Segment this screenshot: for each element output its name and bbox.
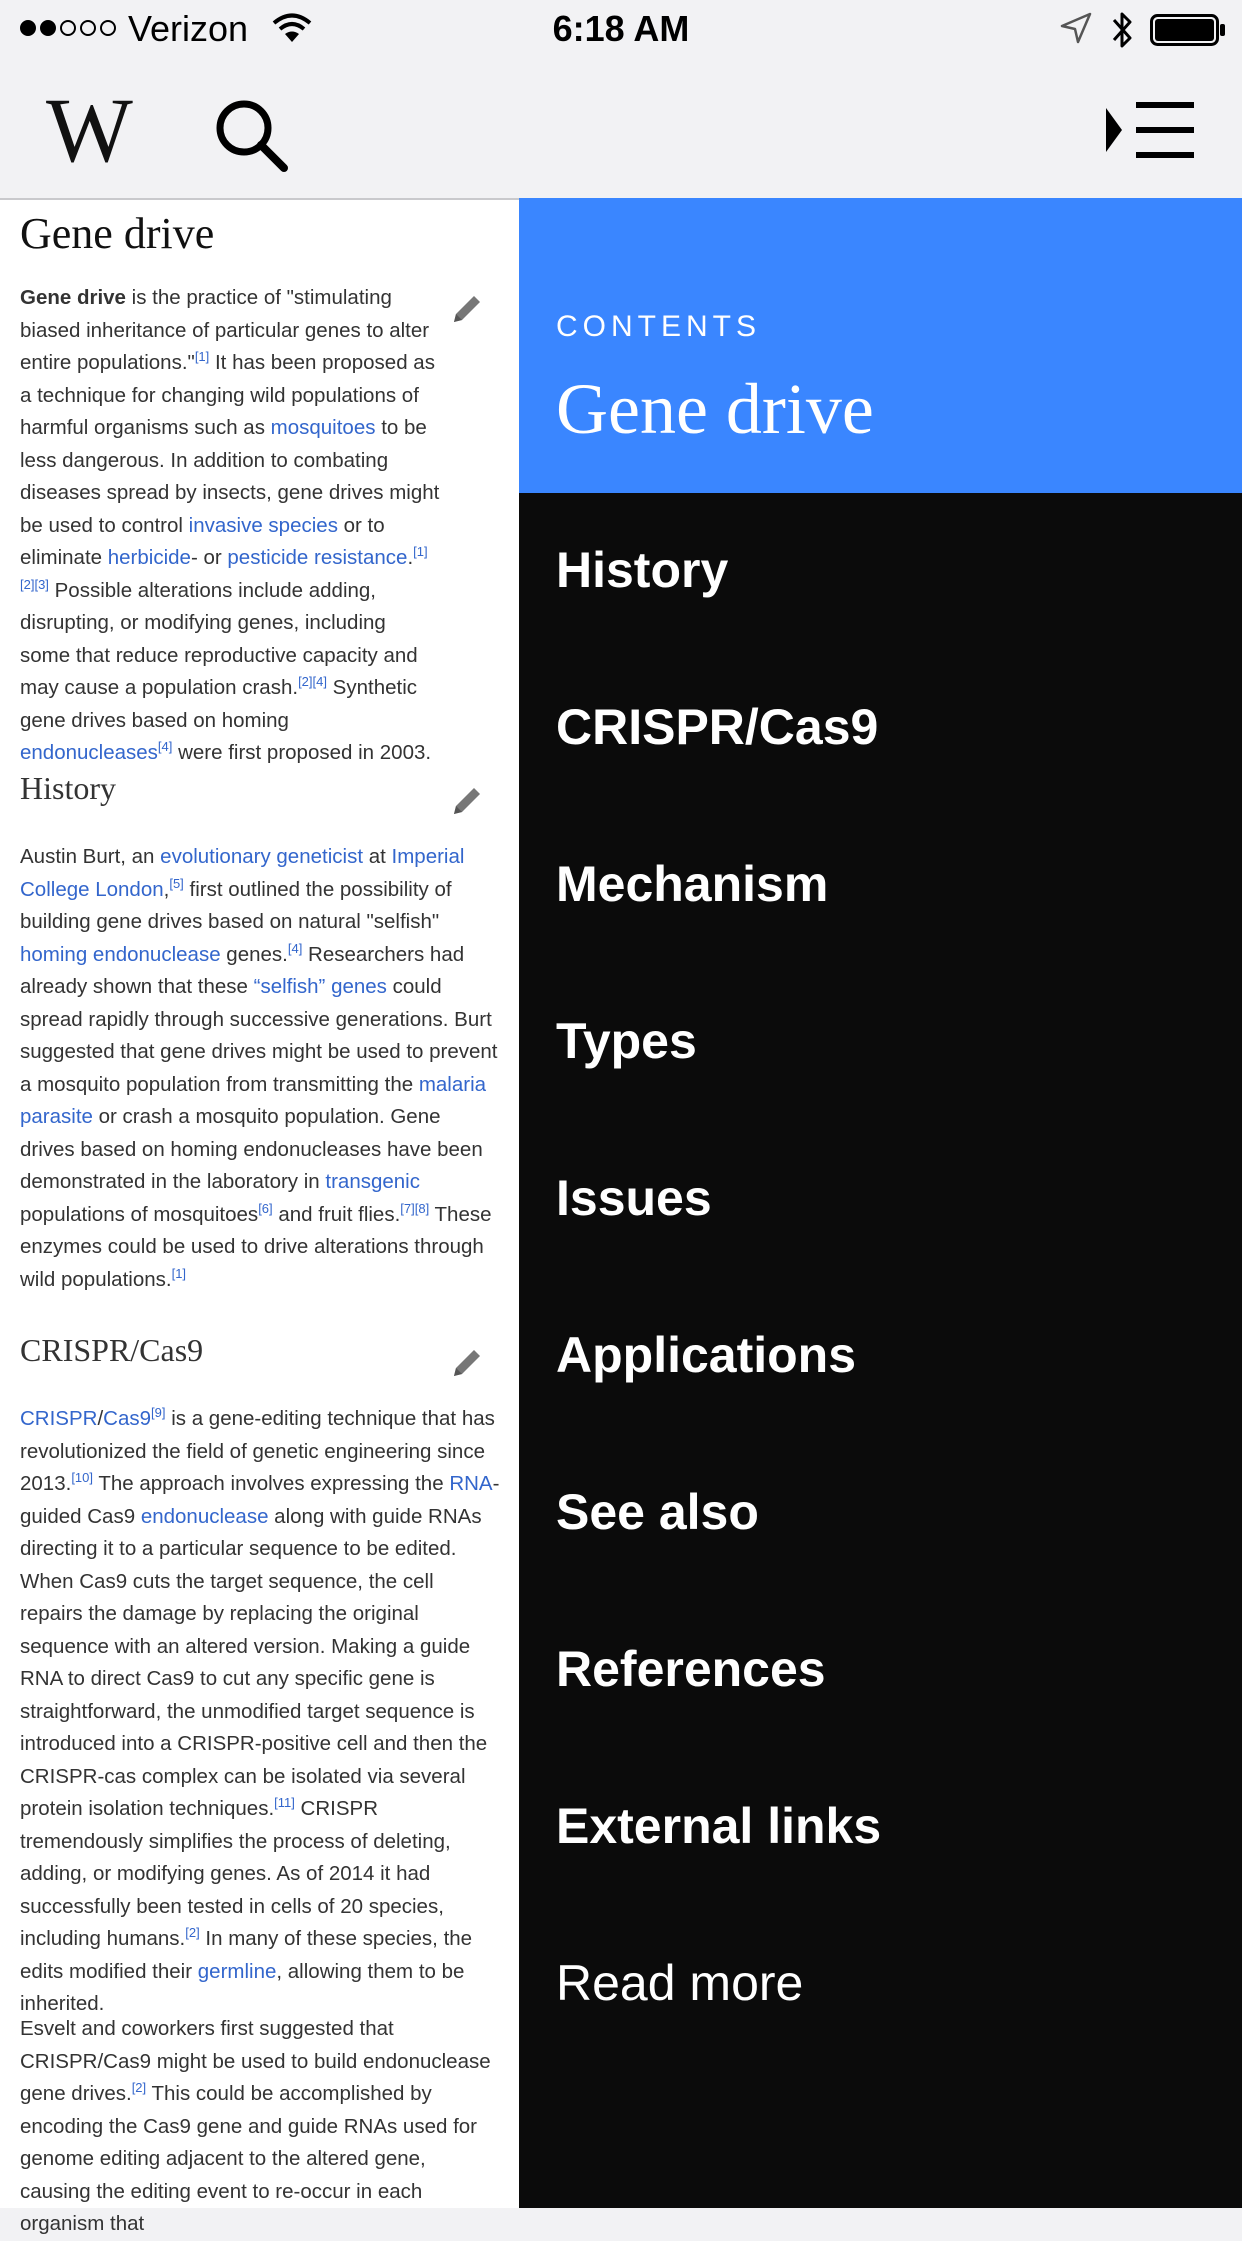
reference-link[interactable]: [1] [171,1265,187,1281]
link-pesticide-resistance[interactable]: pesticide resistance [227,546,408,569]
edit-pencil-icon[interactable] [450,784,484,818]
crispr-paragraph: CRISPR/Cas9[9] is a gene-editing technique that has revolutionized the field of genetic engineering since 2013.[10] The approach involves expressing the RNA-guided Cas9 endonuclease along with guide RNAs directing it to a particular sequence to be edited. When Cas9 cuts the target sequence, the cell repairs the damage by replacing the original sequence with an altered version. Making a guide RNA to direct Cas9 to cut any specific gene is straightforward, the unmodified target sequence is introduced into a CRISPR-positive cell and then the CRISPR-cas complex can be isolated via several protein isolation techniques.[11] CRISPR tremendously simplifies the process of deleting, adding, or modifying genes. As of 2014 it had successfully been tested in cells of 20 species, including humans.[2] In many of these species, the edits modified their germline, allowing them to be inherited. [20,1405,500,2015]
article-title: Gene drive [20,209,215,258]
reference-link[interactable]: [6] [258,1200,273,1216]
reference-link[interactable]: [5] [169,875,184,891]
toc-item-external-links[interactable]: External links [556,1798,882,1854]
link-mosquitoes[interactable]: mosquitoes [270,416,376,439]
reference-link[interactable]: [2] [185,1925,200,1941]
reference-link[interactable]: [2][4] [298,674,327,690]
reference-link[interactable]: [4] [287,940,303,956]
article-content [0,200,519,2235]
toc-item-applications[interactable]: Applications [556,1327,857,1383]
wikipedia-logo[interactable]: W [46,79,133,181]
reference-link[interactable]: [2] [131,2080,147,2096]
toc-item-crispr-cas9[interactable]: CRISPR/Cas9 [556,699,879,755]
reference-link[interactable]: [9] [151,1405,166,1421]
reference-link[interactable]: [10] [71,1470,93,1486]
section-heading-crispr: CRISPR/Cas9 [20,1332,204,1368]
search-icon[interactable] [212,96,292,176]
toc-header [519,198,1242,493]
toc-item-issues[interactable]: Issues [556,1170,712,1226]
intro-paragraph: Gene drive is the practice of "stimulating biased inheritance of particular genes to alter entire populations."[1] It has been proposed as a technique for changing wild populations of harmful organisms such as mosquitoes to be less dangerous. In addition to combating diseases spread by insects, gene drives might be used to control invasive species or to eliminate herbicide- or pesticide resistance.[1][2][3] Possible alterations include adding, disrupting, or modifying genes, including some that reduce reproductive capacity and may cause a population crash.[2][4] Synthetic gene drives based on homing endonucleases[4] were first proposed in 2003. [20,286,440,764]
edit-pencil-icon[interactable] [450,292,484,326]
status-bar [0,0,1242,62]
link-malaria-parasite[interactable]: malaria parasite [20,1072,487,1128]
location-arrow-icon [1060,12,1092,44]
toc-item-see-also[interactable]: See also [556,1484,759,1540]
navigation-bar [0,62,1242,200]
toc-label: CONTENTS [556,310,761,343]
bluetooth-icon [1110,10,1134,50]
toc-item-mechanism[interactable]: Mechanism [556,856,829,912]
edit-pencil-icon[interactable] [450,1346,484,1380]
reference-link[interactable]: [7][8] [400,1200,430,1216]
toc-article-title[interactable]: Gene drive [556,369,874,449]
table-of-contents-panel [519,198,1242,2208]
link-cas9[interactable]: Cas9 [103,1407,152,1430]
link-homing-endonuclease[interactable]: homing endonuclease [20,942,221,966]
link-endonuclease[interactable]: endonuclease [140,1504,269,1528]
battery-icon [1150,14,1226,46]
toc-item-read-more[interactable]: Read more [556,1955,804,2011]
link-endonucleases[interactable]: endonucleases [20,741,158,764]
carrier-name: Verizon [128,8,249,49]
reference-link[interactable]: [1][2][3] [20,544,428,592]
link-invasive-species[interactable]: invasive species [188,513,338,537]
link-herbicide[interactable]: herbicide [107,546,191,569]
reference-link[interactable]: [11] [274,1795,295,1811]
link-crispr[interactable]: CRISPR [20,1407,98,1430]
reference-link[interactable]: [1] [194,349,210,365]
clock: 6:18 AM [552,8,690,49]
reference-link[interactable]: [4] [157,739,173,755]
history-paragraph: Austin Burt, an evolutionary geneticist at Imperial College London,[5] first outlined the possibility of building gene drives based on natural "selfish" homing endonuclease genes.[4] Researchers had already shown that these “selfish” genes could spread rapidly through successive generations. Burt suggested that gene drives might be used to prevent a mosquito population from transmitting the malaria parasite or crash a mosquito population. Gene drives based on homing endonucleases have been demonstrated in the laboratory in transgenic populations of mosquitoes[6] and fruit flies.[7][8] These enzymes could be used to drive alterations through wild populations.[1] [20,845,498,1291]
section-heading-history: History [20,770,116,806]
link-imperial-college[interactable]: Imperial College London [20,845,465,901]
bold-term: Gene drive [20,286,126,309]
link-evolutionary-geneticist[interactable]: evolutionary geneticist [160,845,364,868]
esvelt-paragraph: Esvelt and coworkers first suggested that CRISPR/Cas9 might be used to build endonuclease gene drives.[2] This could be accomplished by encoding the Cas9 gene and guide RNAs used for genome editing adjacent to the altered gene, causing the editing event to re-occur in each organism that [20,2017,491,2235]
toc-item-references[interactable]: References [556,1641,826,1697]
link-germline[interactable]: germline [197,1959,277,1983]
link-rna[interactable]: RNA [449,1472,493,1495]
toc-item-types[interactable]: Types [556,1013,697,1069]
link-transgenic[interactable]: transgenic [325,1170,420,1193]
link-selfish-genes[interactable]: “selfish” genes [253,975,387,998]
toc-item-history[interactable]: History [556,542,729,598]
table-of-contents-icon[interactable] [1100,98,1200,162]
